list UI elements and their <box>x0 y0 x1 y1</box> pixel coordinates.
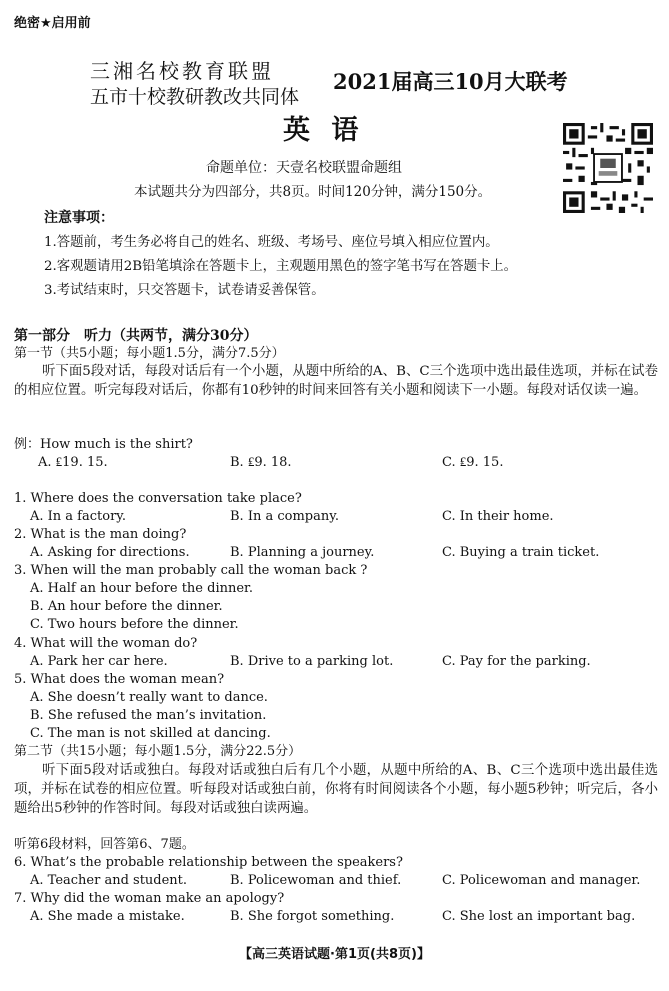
q1-option-b: B. In a company. <box>230 509 339 524</box>
q4-option-a: A. Park her car here. <box>30 654 168 669</box>
question-4: 4. What will the woman do? <box>14 636 198 651</box>
exam-title: 2021届高三10月大联考 <box>333 69 568 94</box>
q4-option-c: C. Pay for the parking. <box>442 654 591 669</box>
question-3: 3. When will the man probably call the woman back ? <box>14 563 368 578</box>
notice-item-2: 2.客观题请用2B铅笔填涂在答题卡上，主观题用黑色的签字笔书写在答题卡上。 <box>44 259 518 274</box>
q2-option-a: A. Asking for directions. <box>30 545 190 560</box>
question-5: 5. What does the woman mean? <box>14 672 225 687</box>
q5-option-a: A. She doesn’t really want to dance. <box>30 690 268 705</box>
question-7: 7. Why did the woman make an apology? <box>14 891 285 906</box>
part1-title: 第一部分 听力（共两节，满分30分） <box>14 328 258 344</box>
section1-title: 第一节（共5小题；每小题1.5分，满分7.5分） <box>14 346 285 361</box>
question-1: 1. Where does the conversation take place? <box>14 491 302 506</box>
q3-option-c: C. Two hours before the dinner. <box>30 617 239 632</box>
q2-option-c: C. Buying a train ticket. <box>442 545 600 560</box>
q3-option-b: B. An hour before the dinner. <box>30 599 223 614</box>
notice-title: 注意事项： <box>44 210 114 226</box>
confidential-mark: 绝密★启用前 <box>14 16 91 31</box>
notice-item-3: 3.考试结束时，只交答题卡，试卷请妥善保管。 <box>44 283 325 298</box>
q3-option-a: A. Half an hour before the dinner. <box>30 581 253 596</box>
material-6-heading: 听第6段材料，回答第6、7题。 <box>14 837 195 852</box>
q7-option-b: B. She forgot something. <box>230 909 395 924</box>
example-question: 例：How much is the shirt? <box>14 437 193 452</box>
q5-option-c: C. The man is not skilled at dancing. <box>30 726 271 741</box>
q1-option-c: C. In their home. <box>442 509 554 524</box>
q2-option-b: B. Planning a journey. <box>230 545 375 560</box>
qr-code-icon <box>563 123 653 213</box>
section2-title: 第二节（共15小题；每小题1.5分，满分22.5分） <box>14 744 302 759</box>
setter-line: 命题单位：天壹名校联盟命题组 <box>206 160 402 176</box>
example-option-a: A. ₤19. 15. <box>38 455 108 470</box>
subject-title: 英 语 <box>283 115 365 146</box>
example-option-c: C. ₤9. 15. <box>442 455 504 470</box>
example-option-b: B. ₤9. 18. <box>230 455 292 470</box>
q6-option-c: C. Policewoman and manager. <box>442 873 641 888</box>
question-2: 2. What is the man doing? <box>14 527 187 542</box>
q7-option-c: C. She lost an important bag. <box>442 909 636 924</box>
notice-item-1: 1.答题前，考生务必将自己的姓名、班级、考场号、座位号填入相应位置内。 <box>44 235 499 250</box>
q1-option-a: A. In a factory. <box>30 509 127 524</box>
q7-option-a: A. She made a mistake. <box>30 909 185 924</box>
exam-info: 本试题共分为四部分，共8页。时间120分钟，满分150分。 <box>134 184 492 200</box>
section1-instructions: 听下面5段对话，每段对话后有一个小题，从题中所给的A、B、C三个选项中选出最佳选项，并标在试卷的相应位置。听完每段对话后，你都有10秒钟的时间来回答有关小题和阅读下一小题。每段对话仅读一遍。 <box>14 364 658 398</box>
question-6: 6. What’s the probable relationship between the speakers? <box>14 855 403 870</box>
page-footer: 【高三英语试题·第1页(共8页)】 <box>239 947 430 962</box>
section2-instructions: 听下面5段对话或独白。每段对话或独白后有几个小题，从题中所给的A、B、C三个选项中选出最佳选项，并标在试卷的相应位置。听每段对话或独白前，你将有时间阅读各个小题，每小题5秒钟；听完后，各小题给出5秒钟的作答时间。每段对话或独白读两遍。 <box>14 763 658 816</box>
org-line-2: 五市十校教研教改共同体 <box>90 86 300 108</box>
q5-option-b: B. She refused the man’s invitation. <box>30 708 267 723</box>
q6-option-a: A. Teacher and student. <box>30 873 188 888</box>
q4-option-b: B. Drive to a parking lot. <box>230 654 394 669</box>
q6-option-b: B. Policewoman and thief. <box>230 873 402 888</box>
org-line-1: 三湘名校教育联盟 <box>90 59 274 83</box>
